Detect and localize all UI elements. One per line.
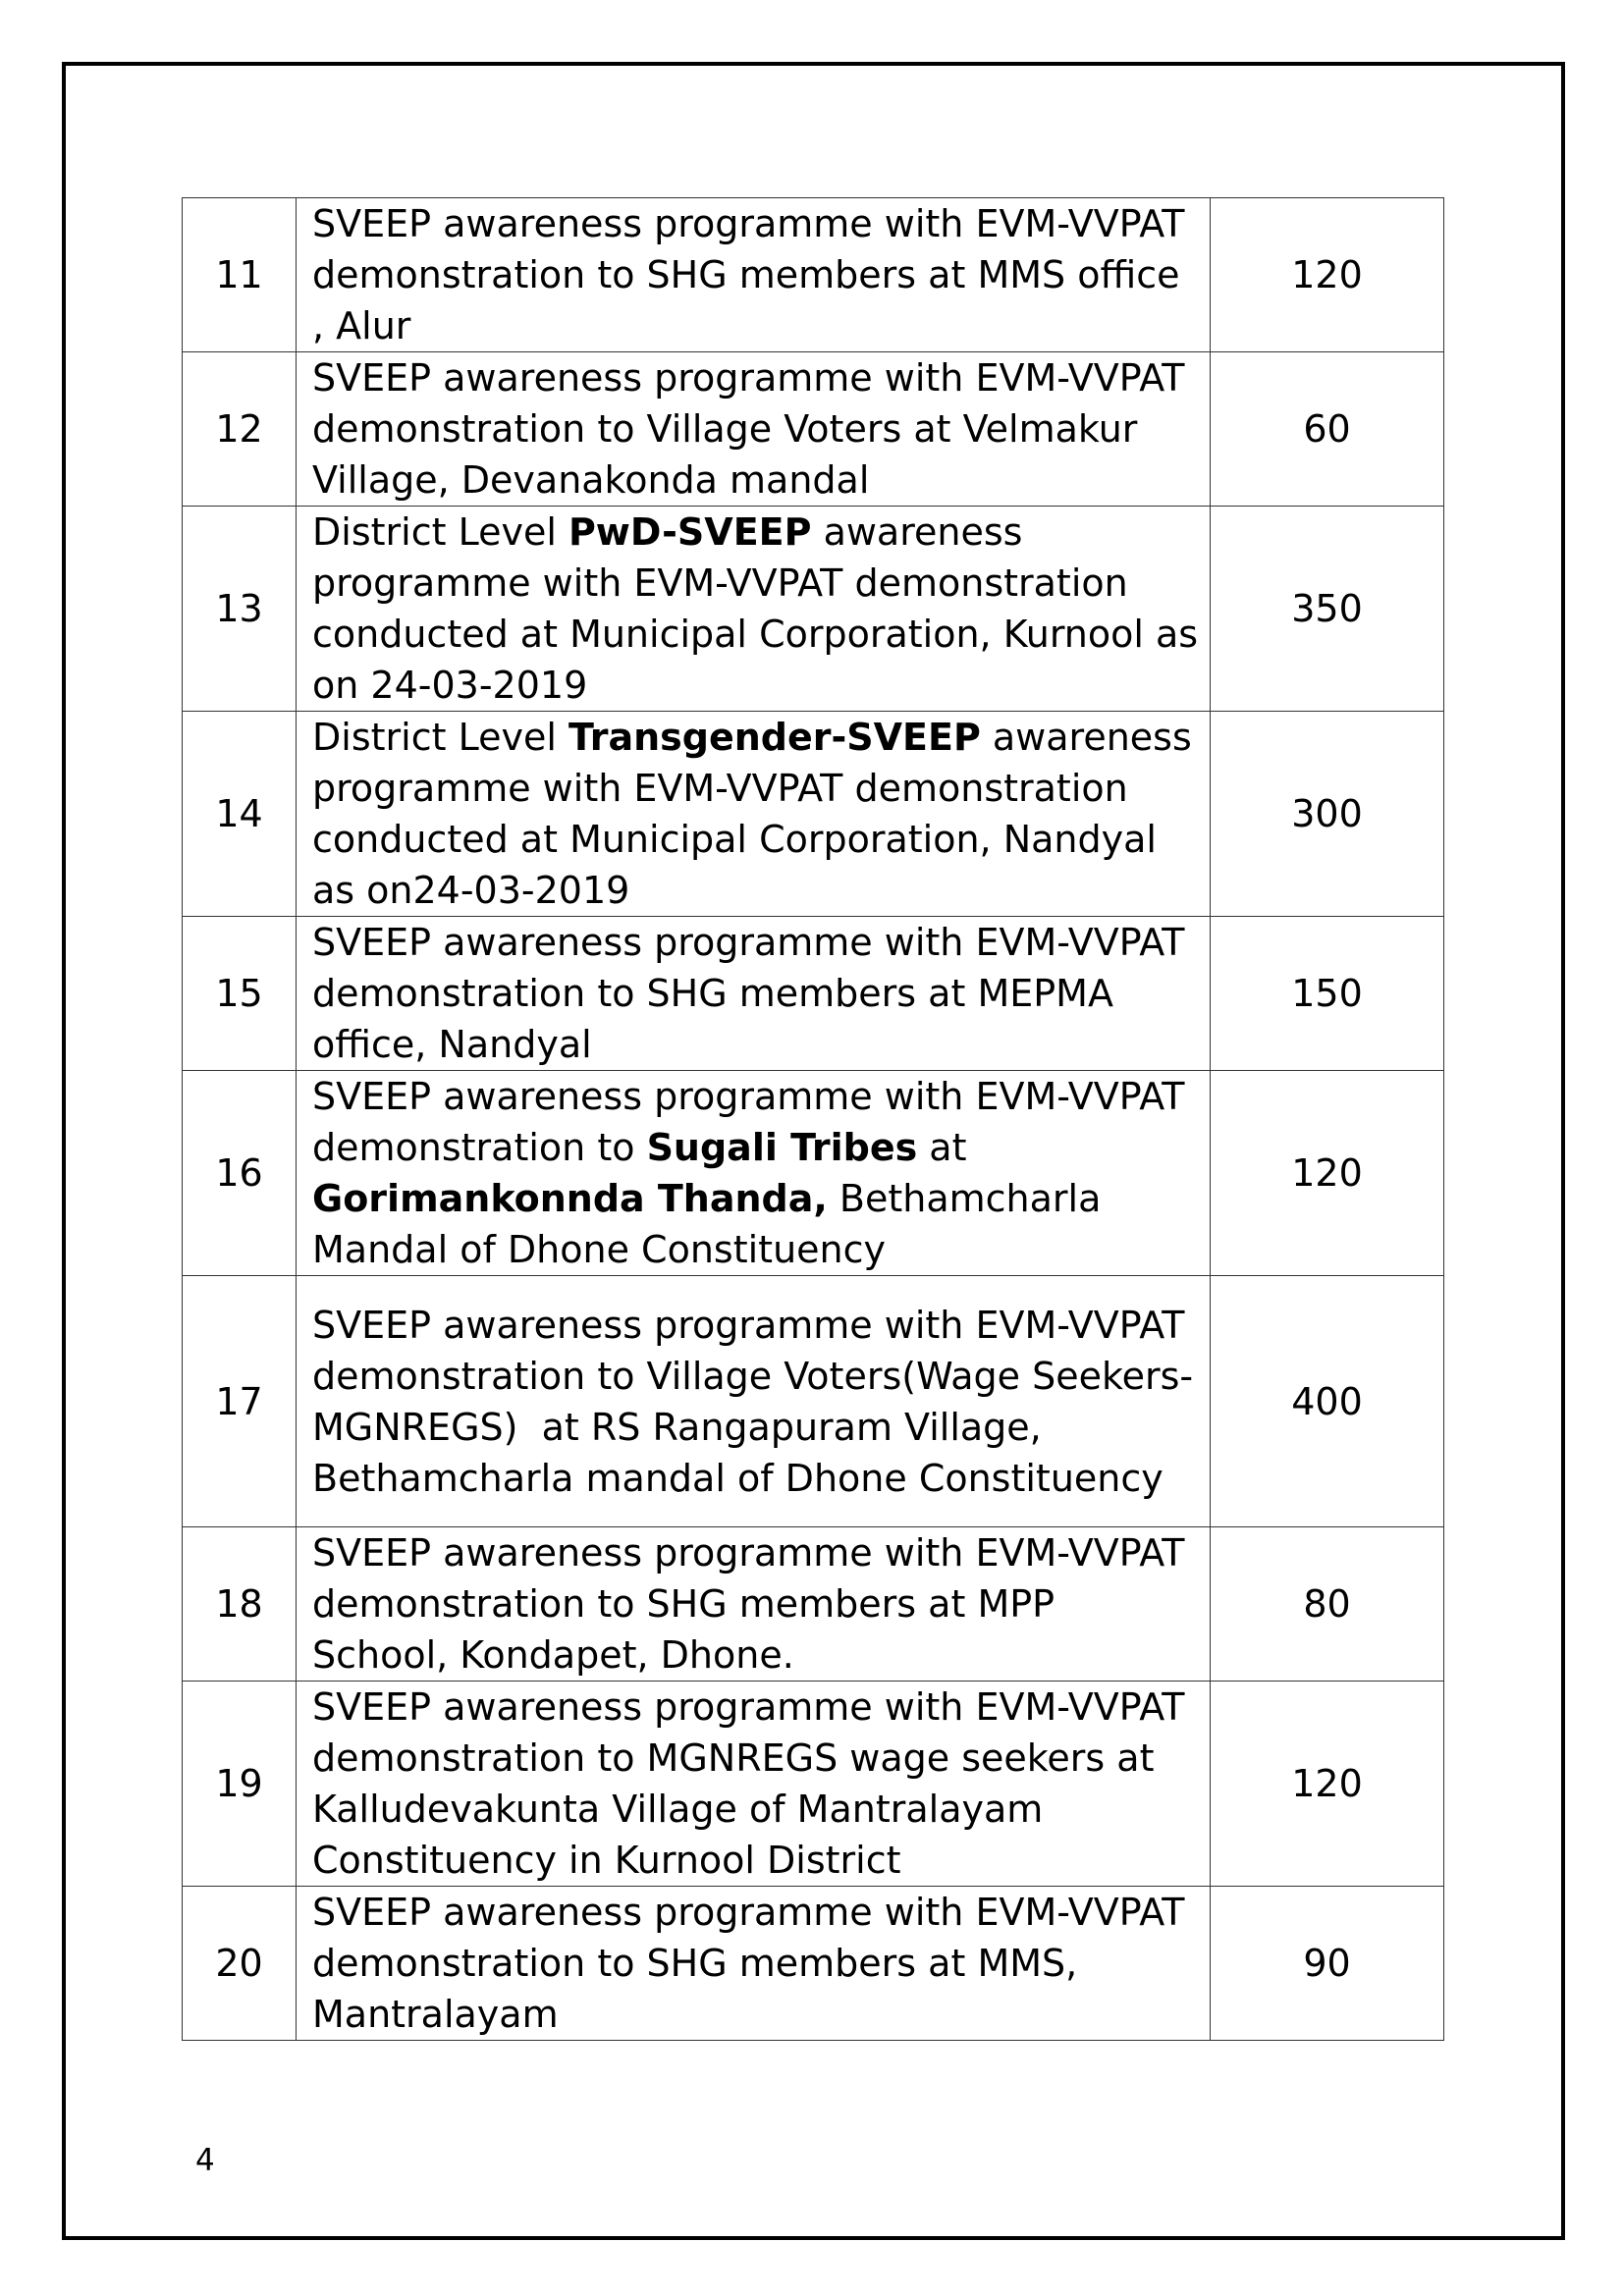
table-row <box>183 198 1444 352</box>
participant-count-cell: 60 <box>1211 352 1444 507</box>
table-row <box>183 1276 1444 1527</box>
description-text: SVEEP awareness programme with EVM-VVPAT demonstration to MGNREGS wage seekers at Kalludevakunta Village of Mantralayam Constituency in Kurnool District <box>312 1685 1185 1882</box>
description-text: awareness programme with EVM-VVPAT demonstration conducted at Municipal Corporation, Nandyal as on24-03-2019 <box>312 716 1192 912</box>
description-text: District Level <box>312 510 568 554</box>
serial-number-cell: 16 <box>183 1071 297 1276</box>
participant-count-cell: 120 <box>1211 1682 1444 1887</box>
description-text: SVEEP awareness programme with EVM-VVPAT demonstration to SHG members at MPP School, Kondapet, Dhone. <box>312 1531 1185 1677</box>
participant-count-cell: 350 <box>1211 507 1444 712</box>
description-cell <box>297 1071 1211 1276</box>
serial-number-cell: 12 <box>183 352 297 507</box>
table-row <box>183 712 1444 917</box>
participant-count-cell: 300 <box>1211 712 1444 917</box>
table-row <box>183 352 1444 507</box>
description-text: at <box>917 1126 967 1169</box>
table-row <box>183 1527 1444 1682</box>
table-row <box>183 917 1444 1071</box>
programme-table <box>182 197 1444 2041</box>
description-text: SVEEP awareness programme with EVM-VVPAT demonstration to Village Voters(Wage Seekers-MGNREGS) at RS Rangapuram Village, Bethamcharla mandal of Dhone Constituency <box>312 1303 1197 1500</box>
description-text: SVEEP awareness programme with EVM-VVPAT demonstration to SHG members at MMS office , Alur <box>312 202 1185 347</box>
description-text: SVEEP awareness programme with EVM-VVPAT demonstration to SHG members at MEPMA office, Nandyal <box>312 921 1185 1066</box>
participant-count-cell: 400 <box>1211 1276 1444 1527</box>
participant-count-cell: 90 <box>1211 1887 1444 2041</box>
description-cell <box>297 352 1211 507</box>
description-cell <box>297 198 1211 352</box>
serial-number-cell: 15 <box>183 917 297 1071</box>
serial-number-cell: 20 <box>183 1887 297 2041</box>
participant-count-cell: 120 <box>1211 1071 1444 1276</box>
serial-number-cell: 11 <box>183 198 297 352</box>
serial-number-cell: 14 <box>183 712 297 917</box>
description-bold-text: Gorimankonnda Thanda, <box>312 1177 828 1220</box>
description-text: SVEEP awareness programme with EVM-VVPAT demonstration to Village Voters at Velmakur Village, Devanakonda mandal <box>312 356 1185 502</box>
description-text: District Level <box>312 716 568 759</box>
table-row <box>183 1071 1444 1276</box>
participant-count-cell: 150 <box>1211 917 1444 1071</box>
description-text: awareness programme with EVM-VVPAT demonstration conducted at Municipal Corporation, Kurnool as on 24-03-2019 <box>312 510 1199 707</box>
programme-table-body <box>183 198 1444 2041</box>
page-number: 4 <box>195 2143 215 2178</box>
serial-number-cell: 17 <box>183 1276 297 1527</box>
description-bold-text: PwD-SVEEP <box>568 510 812 554</box>
serial-number-cell: 13 <box>183 507 297 712</box>
description-bold-text: Sugali Tribes <box>646 1126 918 1169</box>
description-cell <box>297 1276 1211 1527</box>
description-text: SVEEP awareness programme with EVM-VVPAT demonstration to SHG members at MMS, Mantralayam <box>312 1891 1185 2036</box>
description-cell <box>297 1887 1211 2041</box>
participant-count-cell: 80 <box>1211 1527 1444 1682</box>
table-row <box>183 507 1444 712</box>
description-text: SVEEP awareness programme with EVM-VVPAT demonstration to <box>312 1075 1185 1169</box>
serial-number-cell: 18 <box>183 1527 297 1682</box>
table-row <box>183 1887 1444 2041</box>
description-cell <box>297 712 1211 917</box>
table-row <box>183 1682 1444 1887</box>
description-cell <box>297 507 1211 712</box>
description-cell <box>297 917 1211 1071</box>
participant-count-cell: 120 <box>1211 198 1444 352</box>
description-bold-text: Transgender-SVEEP <box>568 716 981 759</box>
description-text: Bethamcharla Mandal of Dhone Constituency <box>312 1177 1102 1271</box>
description-cell <box>297 1682 1211 1887</box>
serial-number-cell: 19 <box>183 1682 297 1887</box>
description-cell <box>297 1527 1211 1682</box>
